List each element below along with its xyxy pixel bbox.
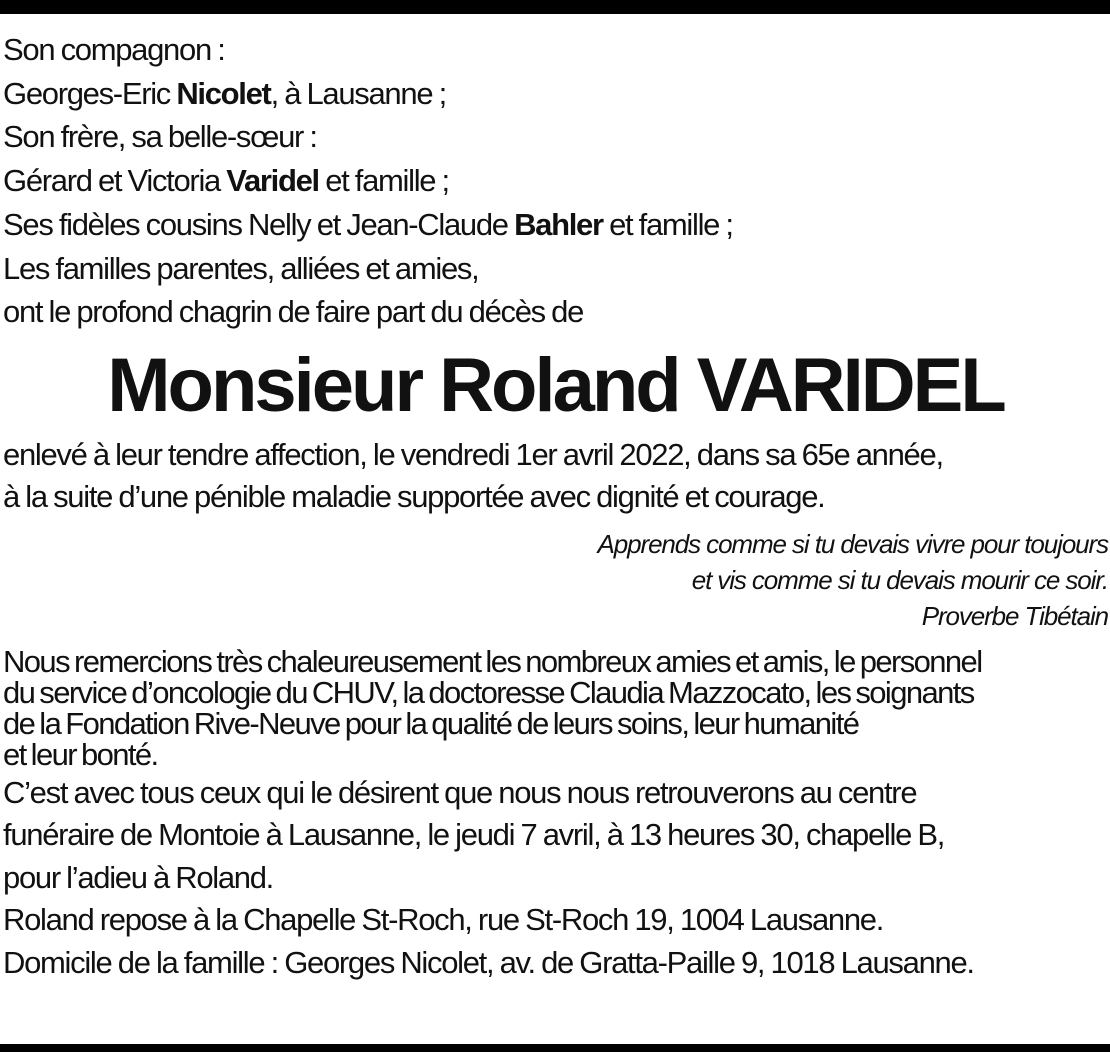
surname-bold: Nicolet — [176, 75, 271, 111]
ceremony-line-3: pour l’adieu à Roland. — [3, 859, 273, 895]
family-line-7: ont le profond chagrin de faire part du décès de — [3, 294, 584, 330]
ceremony-details — [3, 772, 1108, 985]
quote-line-1: Apprends comme si tu devais vivre pour toujours — [597, 528, 1108, 559]
repose-location: Roland repose à la Chapelle St-Roch, rue St-Roch 19, 1004 Lausanne. — [3, 902, 884, 938]
obituary-notice — [3, 28, 1108, 984]
family-list — [3, 28, 1108, 334]
family-line-3: Son frère, sa belle-sœur : — [3, 119, 317, 155]
surname-bold: Varidel — [226, 163, 319, 199]
thanks-line-3: de la Fondation Rive-Neuve pour la qualité de leurs soins, leur humanité — [3, 705, 859, 741]
thanks-line-1: Nous remercions très chaleureusement les nombreux amies et amis, le personnel — [3, 643, 982, 679]
thanks-paragraph — [3, 643, 1108, 772]
family-line-4: Gérard et Victoria Varidel et famille ; — [3, 163, 449, 199]
thanks-line-2: du service d’oncologie du CHUV, la doctoresse Claudia Mazzocato, les soignants — [3, 674, 974, 710]
announcement-line-1: enlevé à leur tendre affection, le vendredi 1er avril 2022, dans sa 65e année, — [3, 436, 943, 472]
family-line-5: Ses fidèles cousins Nelly et Jean-Claude Bahler et famille ; — [3, 206, 733, 242]
ceremony-line-2: funéraire de Montoie à Lausanne, le jeudi 7 avril, à 13 heures 30, chapelle B, — [3, 817, 945, 853]
top-border-rule — [0, 0, 1110, 14]
surname-bold: Bahler — [514, 206, 603, 242]
family-line-6: Les familles parentes, alliées et amies, — [3, 250, 479, 286]
family-line-2: Georges-Eric Nicolet, à Lausanne ; — [3, 75, 446, 111]
quotation — [3, 526, 1108, 634]
announcement-line-2: à la suite d’une pénible maladie supportée avec dignité et courage. — [3, 478, 825, 514]
ceremony-line-1: C’est avec tous ceux qui le désirent que nous nous retrouverons au centre — [3, 774, 917, 810]
family-line-1: Son compagnon : — [3, 32, 225, 67]
bottom-border-rule — [0, 1044, 1110, 1052]
family-address: Domicile de la famille : Georges Nicolet, av. de Gratta-Paille 9, 1018 Lausanne. — [3, 944, 974, 980]
death-announcement — [3, 434, 1108, 518]
thanks-line-4: et leur bonté. — [3, 736, 158, 772]
deceased-name-heading: Monsieur Roland VARIDEL — [107, 342, 1004, 428]
quote-line-2: et vis comme si tu devais mourir ce soir. — [691, 564, 1108, 595]
quote-attribution: Proverbe Tibétain — [921, 600, 1108, 631]
